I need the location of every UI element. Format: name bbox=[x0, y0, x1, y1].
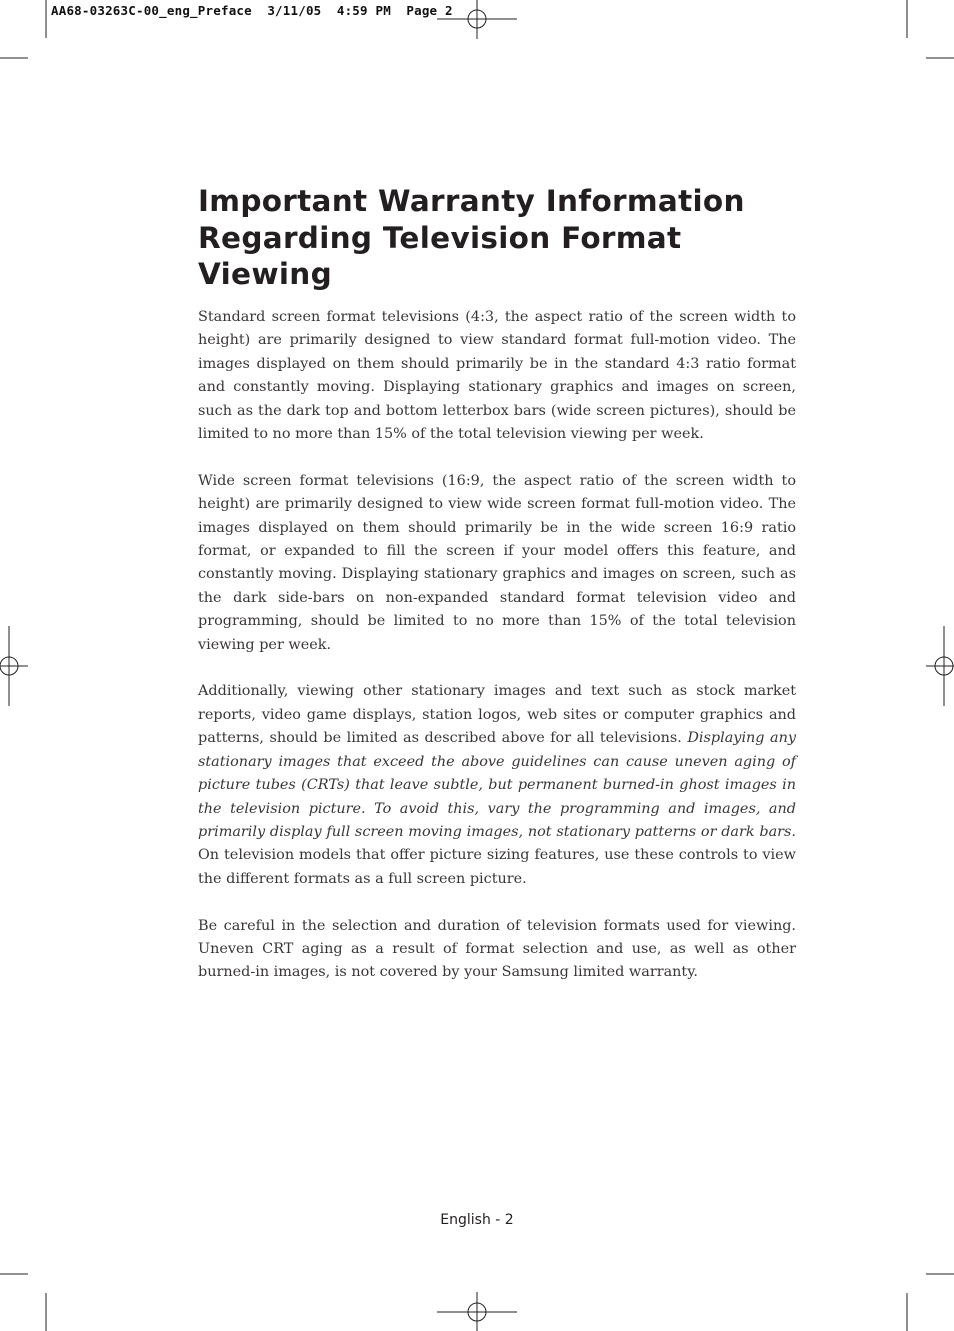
paragraph-warranty-coverage: Be careful in the selection and duration of television formats used for viewing. Uneven CRT aging as a result of format selection and use, as well as other burned-in images, is not covered by your Samsung limited warranty. bbox=[198, 917, 796, 981]
page-title bbox=[198, 183, 798, 293]
paragraph-stationary-images-warning: Displaying any stationary images that exceed the above guidelines can cause uneven aging of picture tubes (CRTs) that leave subtle, but permanent burned-in ghost images in the television picture. To avoid this, vary the programming and images, and primarily display full screen moving images, not stationary patterns or dark bars. bbox=[198, 730, 796, 840]
paragraph-wide-screen-format: Wide screen format televisions (16:9, the aspect ratio of the screen width to height) are primarily designed to view wide screen format full-motion video. The images displayed on them should primarily be in the wide screen 16:9 ratio format, or expanded to fill the screen if your model offers this feature, and constantly moving. Displaying stationary graphics and images on screen, such as the dark side-bars on non-expanded standard format television video and programming, should be limited to no more than 15% of the total television viewing per week. bbox=[198, 472, 796, 653]
registration-mark-top bbox=[437, 0, 517, 39]
registration-mark-right bbox=[926, 626, 954, 706]
body-text bbox=[198, 306, 796, 1008]
paragraph-stationary-images-start: Additionally, viewing other stationary images and text such as stock market reports, video game displays, station logos, web sites or computer graphics and patterns, should be limited as described above for all televisions. bbox=[198, 683, 796, 747]
paragraph-stationary-images bbox=[198, 680, 796, 891]
paragraph-stationary-images-end: On television models that offer picture sizing features, use these controls to view the different formats as a full screen picture. bbox=[198, 847, 796, 887]
print-slug-line: AA68-03263C-00_eng_Preface 3/11/05 4:59 PM Page 2 bbox=[51, 3, 453, 18]
page-number-footer: English - 2 bbox=[440, 1212, 514, 1228]
page-title-line-1: Important Warranty Information bbox=[198, 184, 745, 218]
registration-mark-left bbox=[0, 626, 28, 706]
paragraph-standard-format: Standard screen format televisions (4:3, the aspect ratio of the screen width to height) are primarily designed to view standard format full-motion video. The images displayed on them should primarily be in the standard 4:3 ratio format and constantly moving. Displaying stationary graphics and images on screen, such as the dark top and bottom letterbox bars (wide screen pictures), should be limited to no more than 15% of the total television viewing per week. bbox=[198, 309, 796, 443]
page-title-line-3: Viewing bbox=[198, 257, 333, 291]
registration-mark-bottom bbox=[437, 1292, 517, 1331]
page-title-line-2: Regarding Television Format bbox=[198, 220, 682, 255]
